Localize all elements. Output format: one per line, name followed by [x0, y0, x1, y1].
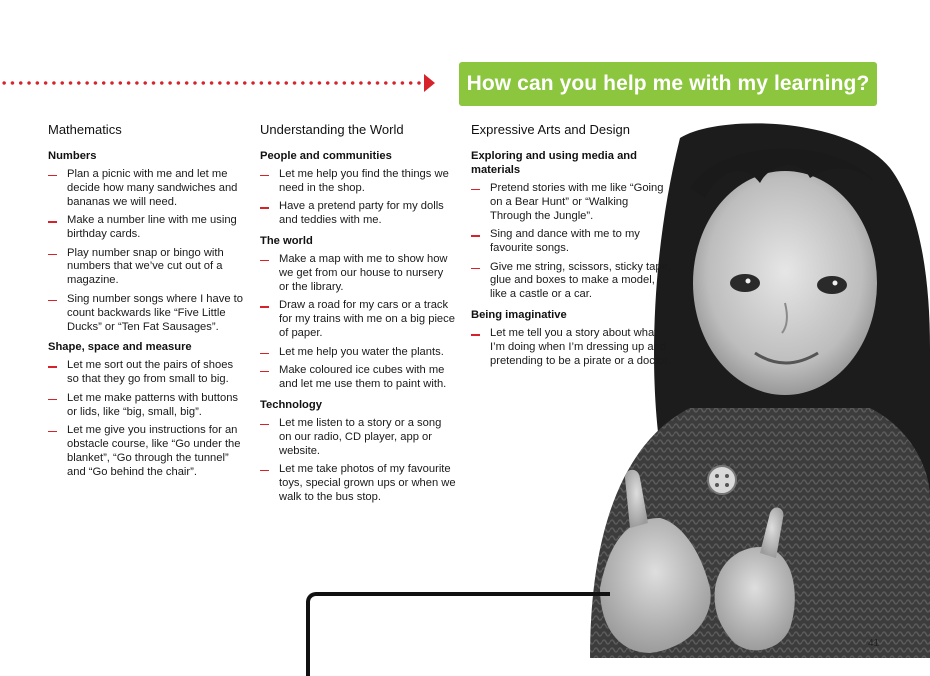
list-item: Sing and dance with me to my favourite songs. — [471, 228, 671, 256]
bullet-list — [48, 359, 244, 479]
bullet-list — [471, 182, 671, 302]
column-expressive-arts — [471, 122, 671, 375]
list-item: Let me make patterns with buttons or lids, like “big, small, big”. — [48, 392, 244, 420]
bullet-list — [48, 168, 244, 334]
list-item: Make a number line with me using birthday cards. — [48, 214, 244, 242]
column-understanding-the-world — [260, 122, 456, 511]
page-number: 41 — [868, 638, 880, 649]
arrow-right-icon — [424, 74, 435, 92]
list-item: Let me help you water the plants. — [260, 346, 456, 360]
column-heading: Mathematics — [48, 122, 122, 137]
list-item: Pretend stories with me like “Going on a Bear Hunt” or “Walking Through the Jungle”. — [471, 182, 671, 224]
list-item: Make coloured ice cubes with me and let me use them to paint with. — [260, 364, 456, 392]
list-item: Plan a picnic with me and let me decide how many sandwiches and bananas we will need. — [48, 168, 244, 210]
section-title: The world — [260, 235, 313, 248]
section-title: Numbers — [48, 150, 97, 162]
bullet-list — [260, 417, 456, 505]
list-item: Let me give you instructions for an obstacle course, like “Go under the blanket”, “Go through the tunnel” and “Go behind the chair”. — [48, 424, 244, 480]
column-mathematics — [48, 122, 244, 486]
section-title: Exploring and using media and materials — [471, 150, 637, 176]
section-title: People and communities — [260, 150, 392, 162]
list-item: Let me tell you a story about what I’m doing when I’m dressing up and pretending to be a pirate or a doctor. — [471, 327, 671, 369]
list-item: Give me string, scissors, sticky tape, glue and boxes to make a model, like a castle or a car. — [471, 261, 671, 303]
decorative-frame — [306, 592, 610, 676]
column-heading: Expressive Arts and Design — [471, 122, 630, 137]
list-item: Let me help you find the things we need in the shop. — [260, 168, 456, 196]
dotted-divider — [0, 81, 425, 85]
section-title: Shape, space and measure — [48, 341, 192, 354]
title-banner — [459, 62, 877, 106]
list-item: Let me listen to a story or a song on our radio, CD player, app or website. — [260, 417, 456, 459]
list-item: Draw a road for my cars or a track for my trains with me on a big piece of paper. — [260, 299, 456, 341]
list-item: Play number snap or bingo with numbers that we’ve cut out of a magazine. — [48, 247, 244, 289]
section-title: Technology — [260, 398, 322, 411]
list-item: Let me take photos of my favourite toys, special grown ups or when we walk to the bus stop. — [260, 463, 456, 505]
section-title: Being imaginative — [471, 309, 567, 322]
page-title: How can you help me with my learning? — [466, 72, 870, 95]
list-item: Make a map with me to show how we get from our house to nursery or the library. — [260, 253, 456, 295]
column-heading: Understanding the World — [260, 122, 404, 137]
list-item: Have a pretend party for my dolls and teddies with me. — [260, 200, 456, 228]
bullet-list — [260, 253, 456, 392]
bullet-list — [471, 327, 671, 369]
list-item: Sing number songs where I have to count backwards like “Five Little Ducks” or “Ten Fat Sausages”. — [48, 293, 244, 335]
bullet-list — [260, 168, 456, 228]
list-item: Let me sort out the pairs of shoes so that they go from small to big. — [48, 359, 244, 387]
